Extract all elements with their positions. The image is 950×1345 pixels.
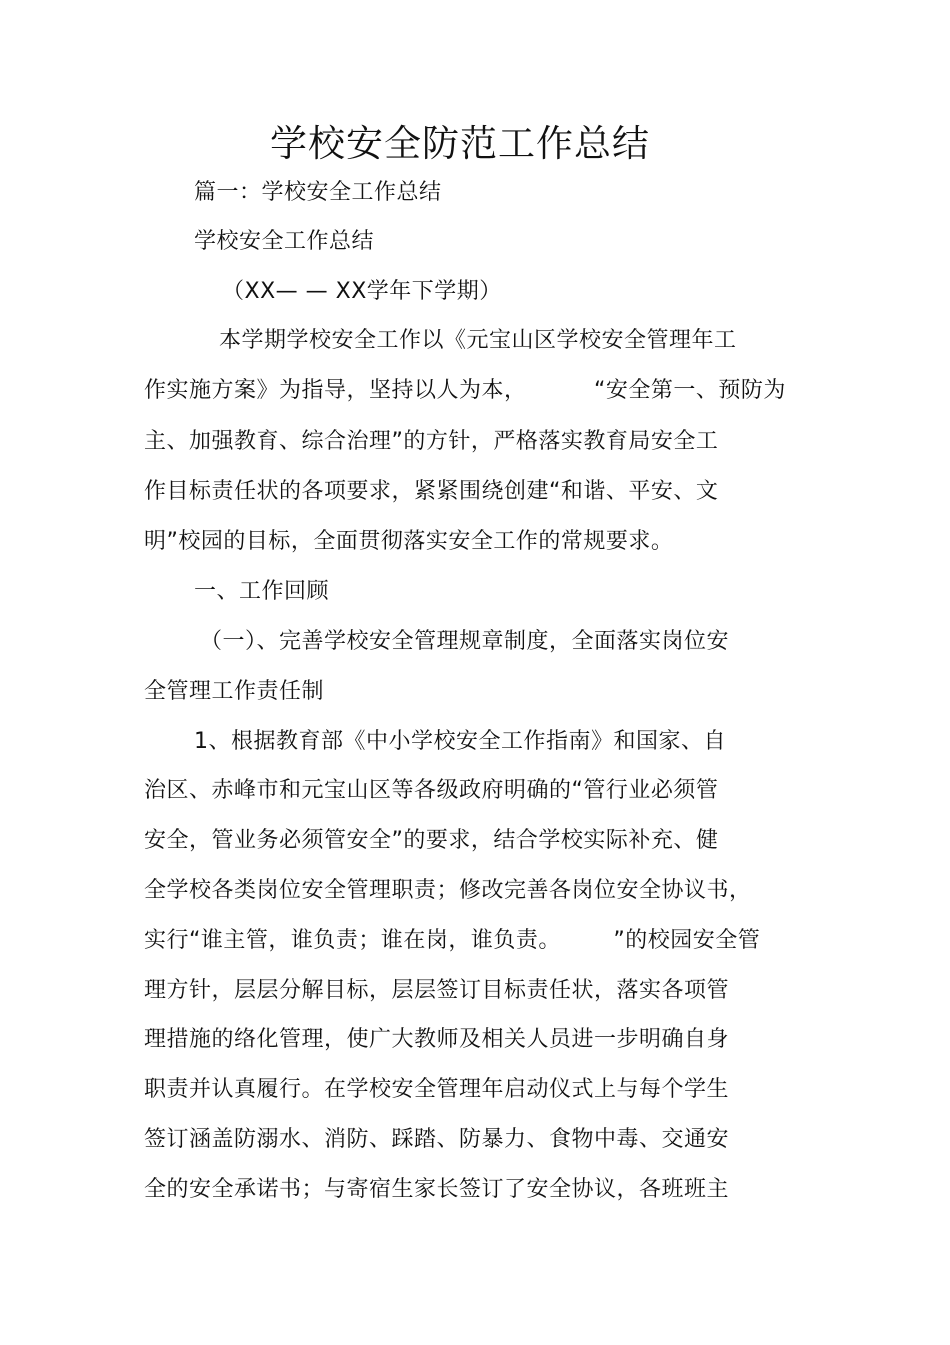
text-line: 明”校园的目标，全面贯彻落实安全工作的常规要求。 (144, 529, 674, 554)
text-line: 作目标责任状的各项要求，紧紧围绕创建“和谐、平安、文 (144, 479, 719, 504)
text-line: 主、加强教育、综合治理”的方针，严格落实教育局安全工 (144, 429, 719, 454)
text-line: 理方针，层层分解目标，层层签订目标责任状，落实各项管 (144, 978, 730, 1003)
text-line: 全学校各类岗位安全管理职责；修改完善各岗位安全协议书， (144, 878, 752, 903)
text-line: 理措施的络化管理，使广大教师及相关人员进一步明确自身 (144, 1027, 730, 1052)
text-line: 学校安全工作总结 (194, 229, 375, 254)
section-heading: 一、工作回顾 (194, 579, 330, 604)
text-line: 篇一：学校安全工作总结 (194, 180, 442, 205)
text-line: 职责并认真履行。在学校安全管理年启动仪式上与每个学生 (144, 1077, 730, 1102)
text-line: 治区、赤峰市和元宝山区等各级政府明确的“管行业必须管 (144, 778, 719, 803)
text-line: 本学期学校安全工作以《元宝山区学校安全管理年工 (219, 328, 737, 353)
text-line: 全的安全承诺书；与寄宿生家长签订了安全协议，各班班主 (144, 1177, 730, 1202)
subsection-heading: （一）、完善学校安全管理规章制度，全面落实岗位安 (200, 629, 730, 654)
text-line: 1、根据教育部《中小学校安全工作指南》和国家、自 (194, 729, 726, 754)
text-line: 作实施方案》为指导，坚持以人为本， “安全第一、预防为 (144, 378, 786, 403)
text-line: 实行“谁主管，谁负责；谁在岗，谁负责。 ”的校园安全管 (144, 928, 761, 953)
text-line: 安全，管业务必须管安全”的要求，结合学校实际补充、健 (144, 828, 719, 853)
text-line: 全管理工作责任制 (144, 679, 325, 704)
text-line: 签订涵盖防溺水、消防、踩踏、防暴力、食物中毒、交通安 (144, 1127, 730, 1152)
document-title: 学校安全防范工作总结 (270, 122, 650, 165)
text-line: （XX— — XX学年下学期） (222, 279, 502, 304)
